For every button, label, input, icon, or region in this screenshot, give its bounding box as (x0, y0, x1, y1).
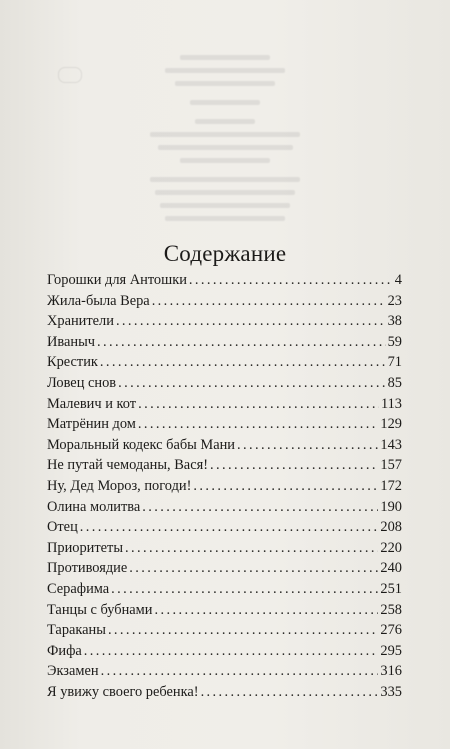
toc-entry-title: Моральный кодекс бабы Мани (47, 436, 236, 453)
toc-entry (47, 497, 402, 518)
dot-leader (129, 558, 378, 579)
toc-entry-page: 240 (380, 560, 402, 577)
toc-entry-page: 4 (394, 272, 402, 288)
toc-entry (47, 435, 402, 456)
toc-entry-page: 316 (380, 663, 402, 680)
dot-leader (142, 497, 378, 518)
toc-entry-page: 190 (380, 498, 402, 515)
dot-leader (189, 270, 393, 291)
toc-entry-page: 157 (380, 457, 402, 474)
toc-entry-page: 335 (380, 683, 402, 700)
toc-entry-page: 220 (380, 539, 402, 556)
toc-entry-title: Противоядие (47, 560, 128, 577)
toc-entry (47, 538, 402, 559)
dot-leader (97, 332, 386, 353)
toc-entry-title: Серафима (47, 580, 110, 597)
toc-entry-page: 258 (380, 601, 402, 618)
dot-leader (118, 373, 386, 394)
toc-entry (47, 373, 402, 394)
show-through-text (120, 55, 330, 255)
toc-entry (47, 352, 402, 373)
dot-leader (100, 352, 386, 373)
toc-entry-title: Жила-была Вера (47, 292, 150, 309)
toc-entry (47, 620, 402, 641)
toc-entry-page: 172 (380, 477, 402, 494)
toc-entry-page: 276 (380, 622, 402, 639)
toc-entry-title: Ловец снов (47, 374, 117, 391)
toc-entry-title: Ну, Дед Мороз, погоди! (47, 477, 192, 494)
dot-leader (138, 414, 378, 435)
toc-entry-title: Олина молитва (47, 498, 141, 515)
toc-entry-page: 113 (380, 395, 402, 412)
dot-leader (108, 620, 378, 641)
toc-entry-page: 208 (380, 519, 402, 536)
toc-entry-page: 38 (387, 313, 402, 330)
toc-entry (47, 641, 402, 662)
dot-leader (80, 517, 379, 538)
toc-entry-title: Я увижу своего ребенка! (47, 683, 199, 700)
toc-entry-page: 85 (387, 374, 402, 391)
toc-entry-page: 23 (387, 292, 402, 309)
toc-entry-page: 59 (387, 333, 402, 350)
dot-leader (125, 538, 378, 559)
toc-entry-title: Крестик (47, 354, 98, 371)
toc-heading: Содержание (163, 241, 287, 267)
toc-entry-page: 143 (380, 436, 402, 453)
dot-leader (138, 394, 379, 415)
toc-entry-title: Горошки для Антошки (47, 272, 187, 288)
toc-entry-page: 71 (387, 354, 402, 371)
toc-entry-title: Фифа (47, 642, 82, 659)
toc-entry (47, 270, 402, 291)
toc-entry-title: Матрёнин дом (47, 416, 136, 433)
toc-entry (47, 332, 402, 353)
dot-leader (210, 455, 378, 476)
toc-entry-page: 129 (380, 416, 402, 433)
dot-leader (116, 311, 386, 332)
toc-entry (47, 579, 402, 600)
toc-entry-title: Не путай чемоданы, Вася! (47, 457, 208, 474)
toc-entry (47, 517, 402, 538)
toc-entry-page: 295 (380, 642, 402, 659)
dot-leader (101, 661, 379, 682)
dot-leader (193, 476, 378, 497)
toc-entry (47, 455, 402, 476)
toc-entry (47, 600, 402, 621)
toc-entry-title: Экзамен (47, 663, 99, 680)
toc-entry (47, 394, 402, 415)
dot-leader (154, 600, 378, 621)
toc-entry (47, 476, 402, 497)
toc-entry (47, 661, 402, 682)
toc-entry-title: Отец (47, 519, 78, 536)
toc-entry-title: Приоритеты (47, 539, 124, 556)
dot-leader (111, 579, 378, 600)
toc-entry (47, 311, 402, 332)
toc-entry-title: Хранители (47, 313, 114, 330)
toc-entry-page: 251 (380, 580, 402, 597)
dot-leader (201, 682, 379, 703)
reverse-page-number-mark (58, 67, 82, 83)
toc-entry-title: Танцы с бубнами (47, 601, 153, 618)
table-of-contents (47, 270, 402, 702)
toc-entry (47, 682, 402, 703)
dot-leader (84, 641, 379, 662)
toc-entry (47, 558, 402, 579)
dot-leader (237, 435, 378, 456)
dot-leader (152, 291, 386, 312)
toc-entry (47, 414, 402, 435)
toc-entry-title: Тараканы (47, 622, 106, 639)
toc-entry (47, 291, 402, 312)
toc-entry-title: Малевич и кот (47, 395, 137, 412)
toc-entry-title: Иваныч (47, 333, 95, 350)
